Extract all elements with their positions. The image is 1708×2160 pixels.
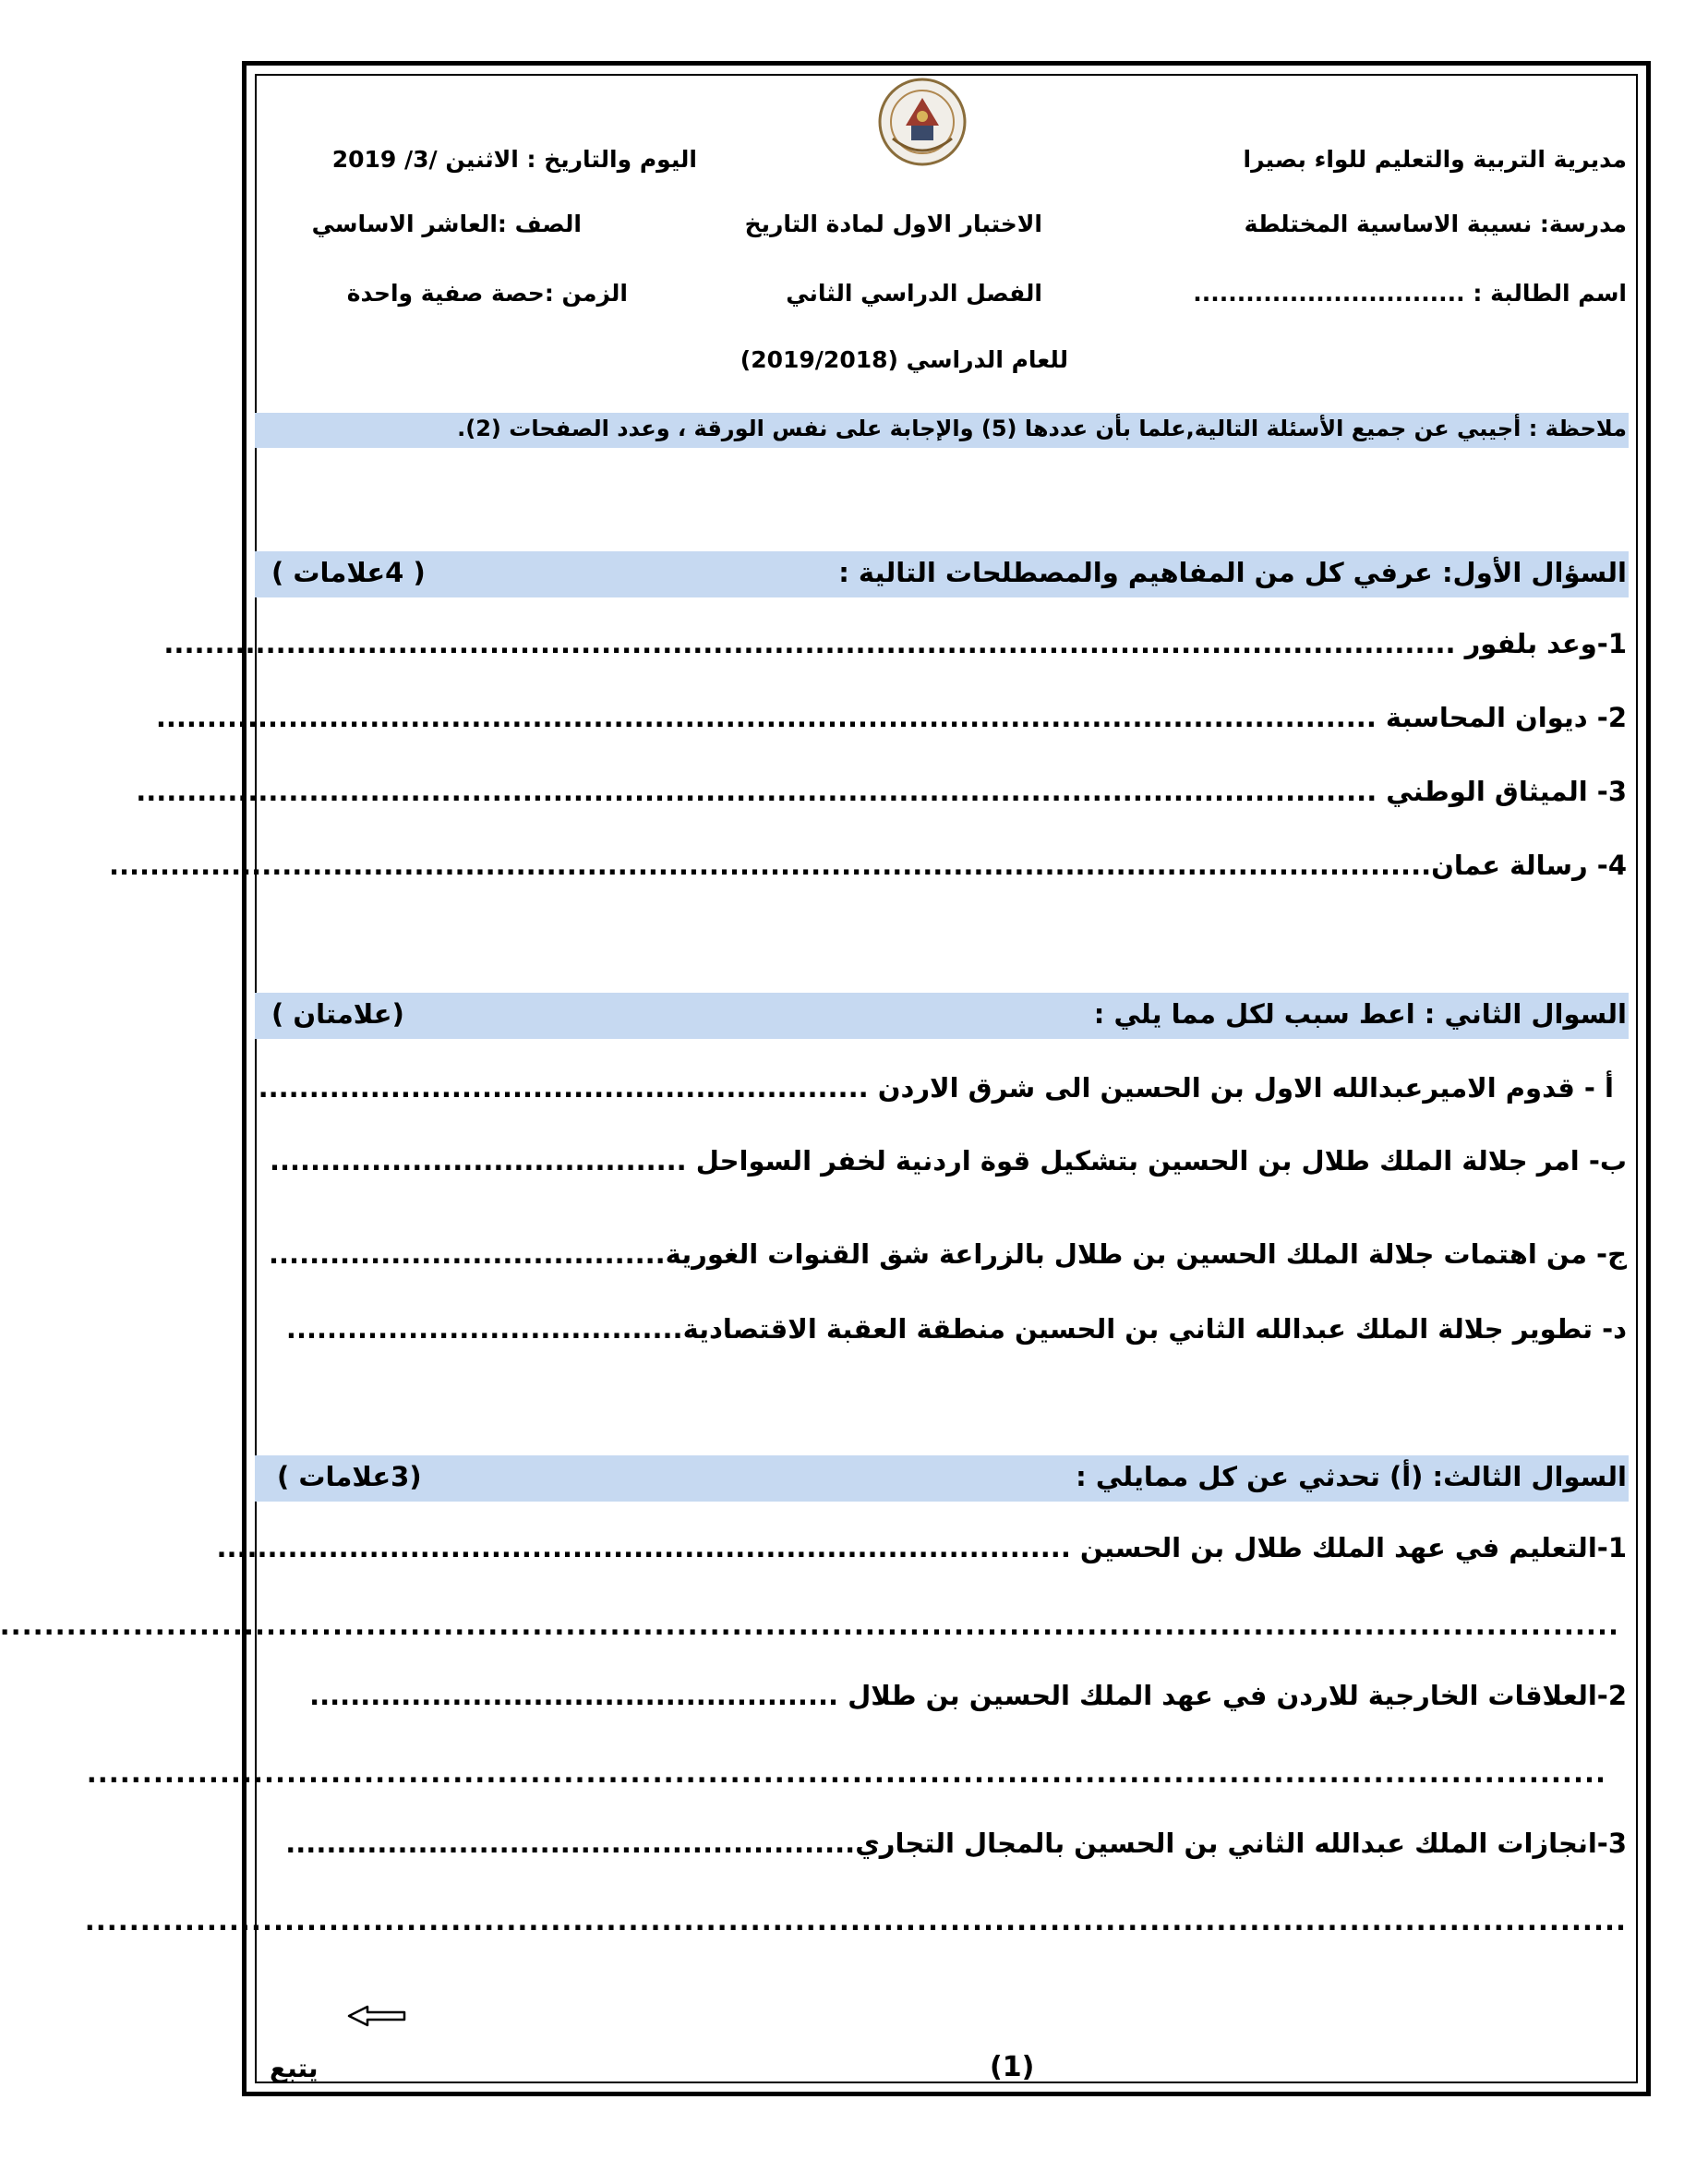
- student-name-field: اسم الطالبة : ...............................: [1193, 280, 1627, 307]
- arrow-left-icon: [347, 2004, 408, 2028]
- q1-title: السؤال الأول: عرفي كل من المفاهيم والمصطلحات التالية :: [838, 557, 1627, 588]
- q2-item-c: ج- من اهتمات جلالة الملك الحسين بن طلال بالزراعة شق القنوات الغورية.......................................: [269, 1238, 1627, 1270]
- exam-title: الاختبار الاول لمادة التاريخ: [744, 211, 1042, 237]
- q2-title: السوال الثاني : اعط سبب لكل مما يلي :: [1093, 998, 1627, 1030]
- q1-item-3: 3- الميثاق الوطني ..........................................................................................................................: [136, 776, 1627, 807]
- q3-title: السوال الثالث: (أ) تحدثي عن كل ممايلي :: [1076, 1461, 1627, 1492]
- q1-item-2: 2- ديوان المحاسبة ........................................................................................................................: [155, 702, 1627, 733]
- page-number: (1): [990, 2051, 1035, 2083]
- exam-date: اليوم والتاريخ : الاثنين /3/ 2019: [331, 146, 697, 173]
- directorate-name: مديرية التربية والتعليم للواء بصيرا: [1243, 146, 1627, 173]
- q3-item-3: 3-انجازات الملك عبدالله الثاني بن الحسين بالمجال التجاري........................................................: [285, 1828, 1627, 1859]
- q1-item-1: 1-وعد بلفور ...............................................................................................................................: [163, 628, 1627, 659]
- q2-item-b: ب- امر جلالة الملك طلال بن الحسين بتشكيل قوة اردنية لخفر السواحل .........................................: [269, 1145, 1627, 1177]
- q3-answer-line-3: ...........................................................................................................................................: [84, 1905, 1627, 1937]
- q3-item-2: 2-العلاقات الخارجية للاردن في عهد الملك الحسين بن طلال ....................................................: [309, 1680, 1627, 1711]
- q3-item-1: 1-التعليم في عهد الملك طلال بن الحسين ....................................................................................: [216, 1532, 1627, 1563]
- q1-marks: ( 4علامات ): [271, 557, 426, 588]
- q2-marks: (علامتان ): [271, 998, 404, 1030]
- continue-label: يتبع: [270, 2053, 319, 2083]
- q1-item-4: 4- رسالة عمان..................................................................................................................................: [108, 850, 1627, 881]
- q3-answer-line-2: .........................................................................................................................................: [86, 1757, 1606, 1789]
- exam-note: ملاحظة : أجيبي عن جميع الأسئلة التالية,علما بأن عددها (5) والإجابة على نفس الورقة ، وعدد الصفحات (2).: [457, 416, 1627, 441]
- q3-marks: (3علامات ): [277, 1461, 422, 1492]
- grade-level: الصف :العاشر الاساسي: [311, 211, 582, 237]
- q2-item-a: أ - قدوم الاميرعبدالله الاول بن الحسين الى شرق الاردن ............................................................: [258, 1072, 1614, 1104]
- q2-item-d: د- تطوير جلالة الملك عبدالله الثاني بن الحسين منطقة العقبة الاقتصادية.......................................: [285, 1313, 1627, 1345]
- semester: الفصل الدراسي الثاني: [786, 280, 1042, 307]
- academic-year: للعام الدراسي (2019/2018): [740, 346, 1068, 373]
- q3-answer-line-1: ..................................................................................................................................................: [0, 1610, 1619, 1641]
- school-name: مدرسة: نسيبة الاساسية المختلطة: [1244, 211, 1627, 237]
- exam-duration: الزمن :حصة صفية واحدة: [346, 280, 628, 307]
- ministry-emblem-icon: [865, 74, 980, 170]
